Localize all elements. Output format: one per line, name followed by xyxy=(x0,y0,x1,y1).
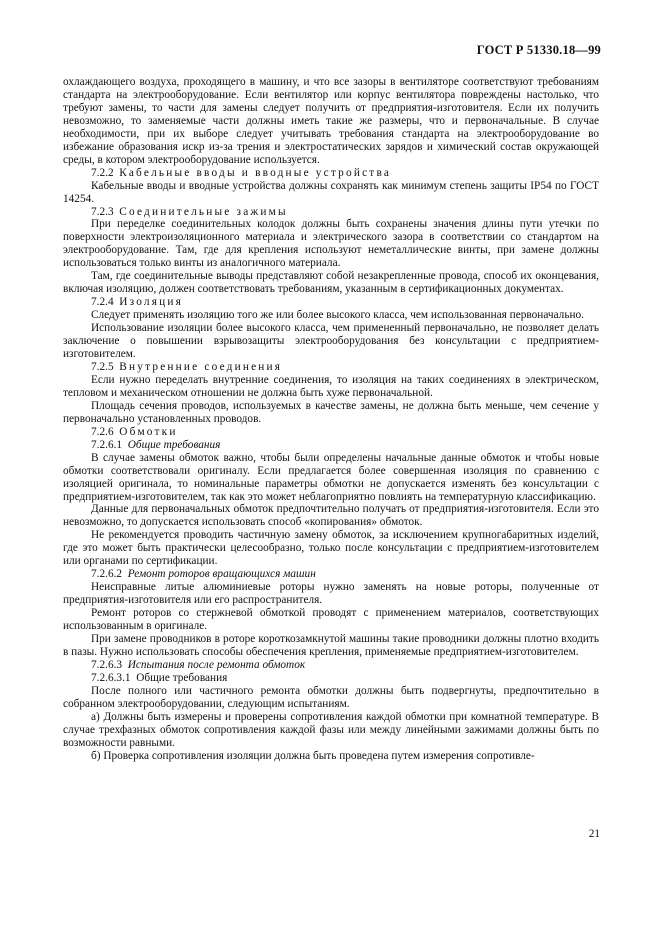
paragraph: Не рекомендуется проводить частичную замену обмоток, за исключением крупногабаритных изделий, где это может быть практически целесообразно, только после консультации с предприятием-изготовителем или органами по сертификации. xyxy=(63,529,599,568)
section-heading xyxy=(63,296,599,309)
section-heading xyxy=(63,167,599,180)
page-number: 21 xyxy=(588,828,600,840)
paragraph: Ремонт роторов со стержневой обмоткой проводят с применением материалов, соответствующих использованным в оригинале. xyxy=(63,607,599,633)
paragraph: Кабельные вводы и вводные устройства должны сохранять как минимум степень защиты IP54 по ГОСТ 14254. xyxy=(63,179,599,205)
section-number: 7.2.5 xyxy=(91,360,114,373)
paragraph: Если нужно переделать внутренние соединения, то изоляция на таких соединениях в электрическом, тепловом и механическом отношении не должна быть хуже первоначальной. xyxy=(63,373,599,399)
section-number: 7.2.6.1 xyxy=(91,438,123,451)
section-heading xyxy=(63,206,599,219)
section-title: Общие требования xyxy=(127,438,221,451)
paragraph: После полного или частичного ремонта обмотки должны быть подвергнуты, предпочтительно в собранном электрооборудовании, следующим испытаниям. xyxy=(63,684,599,710)
section-heading xyxy=(63,439,599,452)
section-heading xyxy=(63,672,599,685)
paragraph: Данные для первоначальных обмоток предпочтительно получать от предприятия-изготовителя. Если это невозможно, то допускается использовать способ «копирования» обмоток. xyxy=(63,503,599,529)
paragraph: Использование изоляции более высокого класса, чем примененный первоначально, не позволяет делать заключение о повышении взрывозащиты электрооборудования без консультации с предприятием-изготовителем. xyxy=(63,322,599,361)
standard-header: ГОСТ Р 51330.18—99 xyxy=(476,43,601,57)
paragraph: Там, где соединительные выводы представляют собой незакрепленные провода, способ их оконцевания, включая изоляцию, должен соответствовать требованиям, указанным в сертификационных документах. xyxy=(63,270,599,296)
section-number: 7.2.2 xyxy=(91,166,114,179)
section-heading xyxy=(63,659,599,672)
section-title: Ремонт роторов вращающихся машин xyxy=(127,568,316,581)
section-number: 7.2.3 xyxy=(91,205,114,218)
paragraph: При переделке соединительных колодок должны быть сохранены значения длины пути утечки по поверхности электроизоляционного материала и электрического зазора в соответствии со стандартом на электрооборудование. Там, где для крепления используют неметаллические винты, при замене должны использоваться только винты из аналогичного материала. xyxy=(63,218,599,270)
section-title: Испытания после ремонта обмоток xyxy=(127,658,306,671)
section-title: Кабельные вводы и вводные устройства xyxy=(119,166,392,179)
section-title: Общие требования xyxy=(136,671,228,684)
section-title: Соединительные зажимы xyxy=(119,205,288,218)
section-title: Изоляция xyxy=(119,296,184,309)
paragraph-continuation: охлаждающего воздуха, проходящего в машину, и что все зазоры в вентиляторе соответствуют требованиям стандарта на электрооборудование. Если вентилятор или корпус вентилятора повреждены настолько, что требуют замены, то части для замены следует получить от предприятия-изготовителя. Если их получить невозможно, то заменяемые части должны иметь такие же размеры, что и первоначальные. В случае необходимости, при их выборе следует учитывать требования стандарта на электрооборудование во избежание образования искр из-за трения и электростатических зарядов и химический состав окружающей среды, в котором электрооборудование используется. xyxy=(63,76,599,166)
paragraph: а) Должны быть измерены и проверены сопротивления каждой обмотки при комнатной температуре. В случае трехфазных обмоток сопротивления каждой фазы или между линейными зажимами должны быть по возможности равными. xyxy=(63,710,599,749)
section-number: 7.2.6.3.1 xyxy=(91,671,131,684)
paragraph: б) Проверка сопротивления изоляции должна быть проведена путем измерения сопротивле- xyxy=(91,749,535,762)
section-number: 7.2.6.2 xyxy=(91,568,123,581)
section-number: 7.2.4 xyxy=(91,296,114,309)
section-heading xyxy=(63,361,599,374)
paragraph: В случае замены обмоток важно, чтобы были определены начальные данные обмоток и чтобы новые обмотки соответствовали оригиналу. Если предлагается более совершенная изоляция по сравнению с изоляцией оригинала, то номинальные параметры обмотки не допускается изменять без консультации с предприятием-изготовителем, так как это может неблагоприятно повлиять на температурную классификацию. xyxy=(63,451,599,503)
section-heading xyxy=(63,426,599,439)
section-number: 7.2.6 xyxy=(91,425,114,438)
paragraph: Неисправные литые алюминиевые роторы нужно заменять на новые роторы, полученные от предприятия-изготовителя или его распространителя. xyxy=(63,581,599,607)
paragraph: При замене проводников в роторе короткозамкнутой машины такие проводники должны плотно входить в пазы. Нужно использовать способы обеспечения крепления, применяемые предприятием-изготовителем. xyxy=(63,632,599,658)
section-title: Обмотки xyxy=(119,425,178,438)
paragraph: Следует применять изоляцию того же или более высокого класса, чем использованная первоначально. xyxy=(91,309,584,322)
paragraph: Площадь сечения проводов, используемых в качестве замены, не должна быть меньше, чем сечение у первоначально установленных проводов. xyxy=(63,399,599,425)
document-body xyxy=(63,76,599,763)
section-number: 7.2.6.3 xyxy=(91,658,123,671)
section-heading xyxy=(63,568,599,581)
section-title: Внутренние соединения xyxy=(119,360,283,373)
